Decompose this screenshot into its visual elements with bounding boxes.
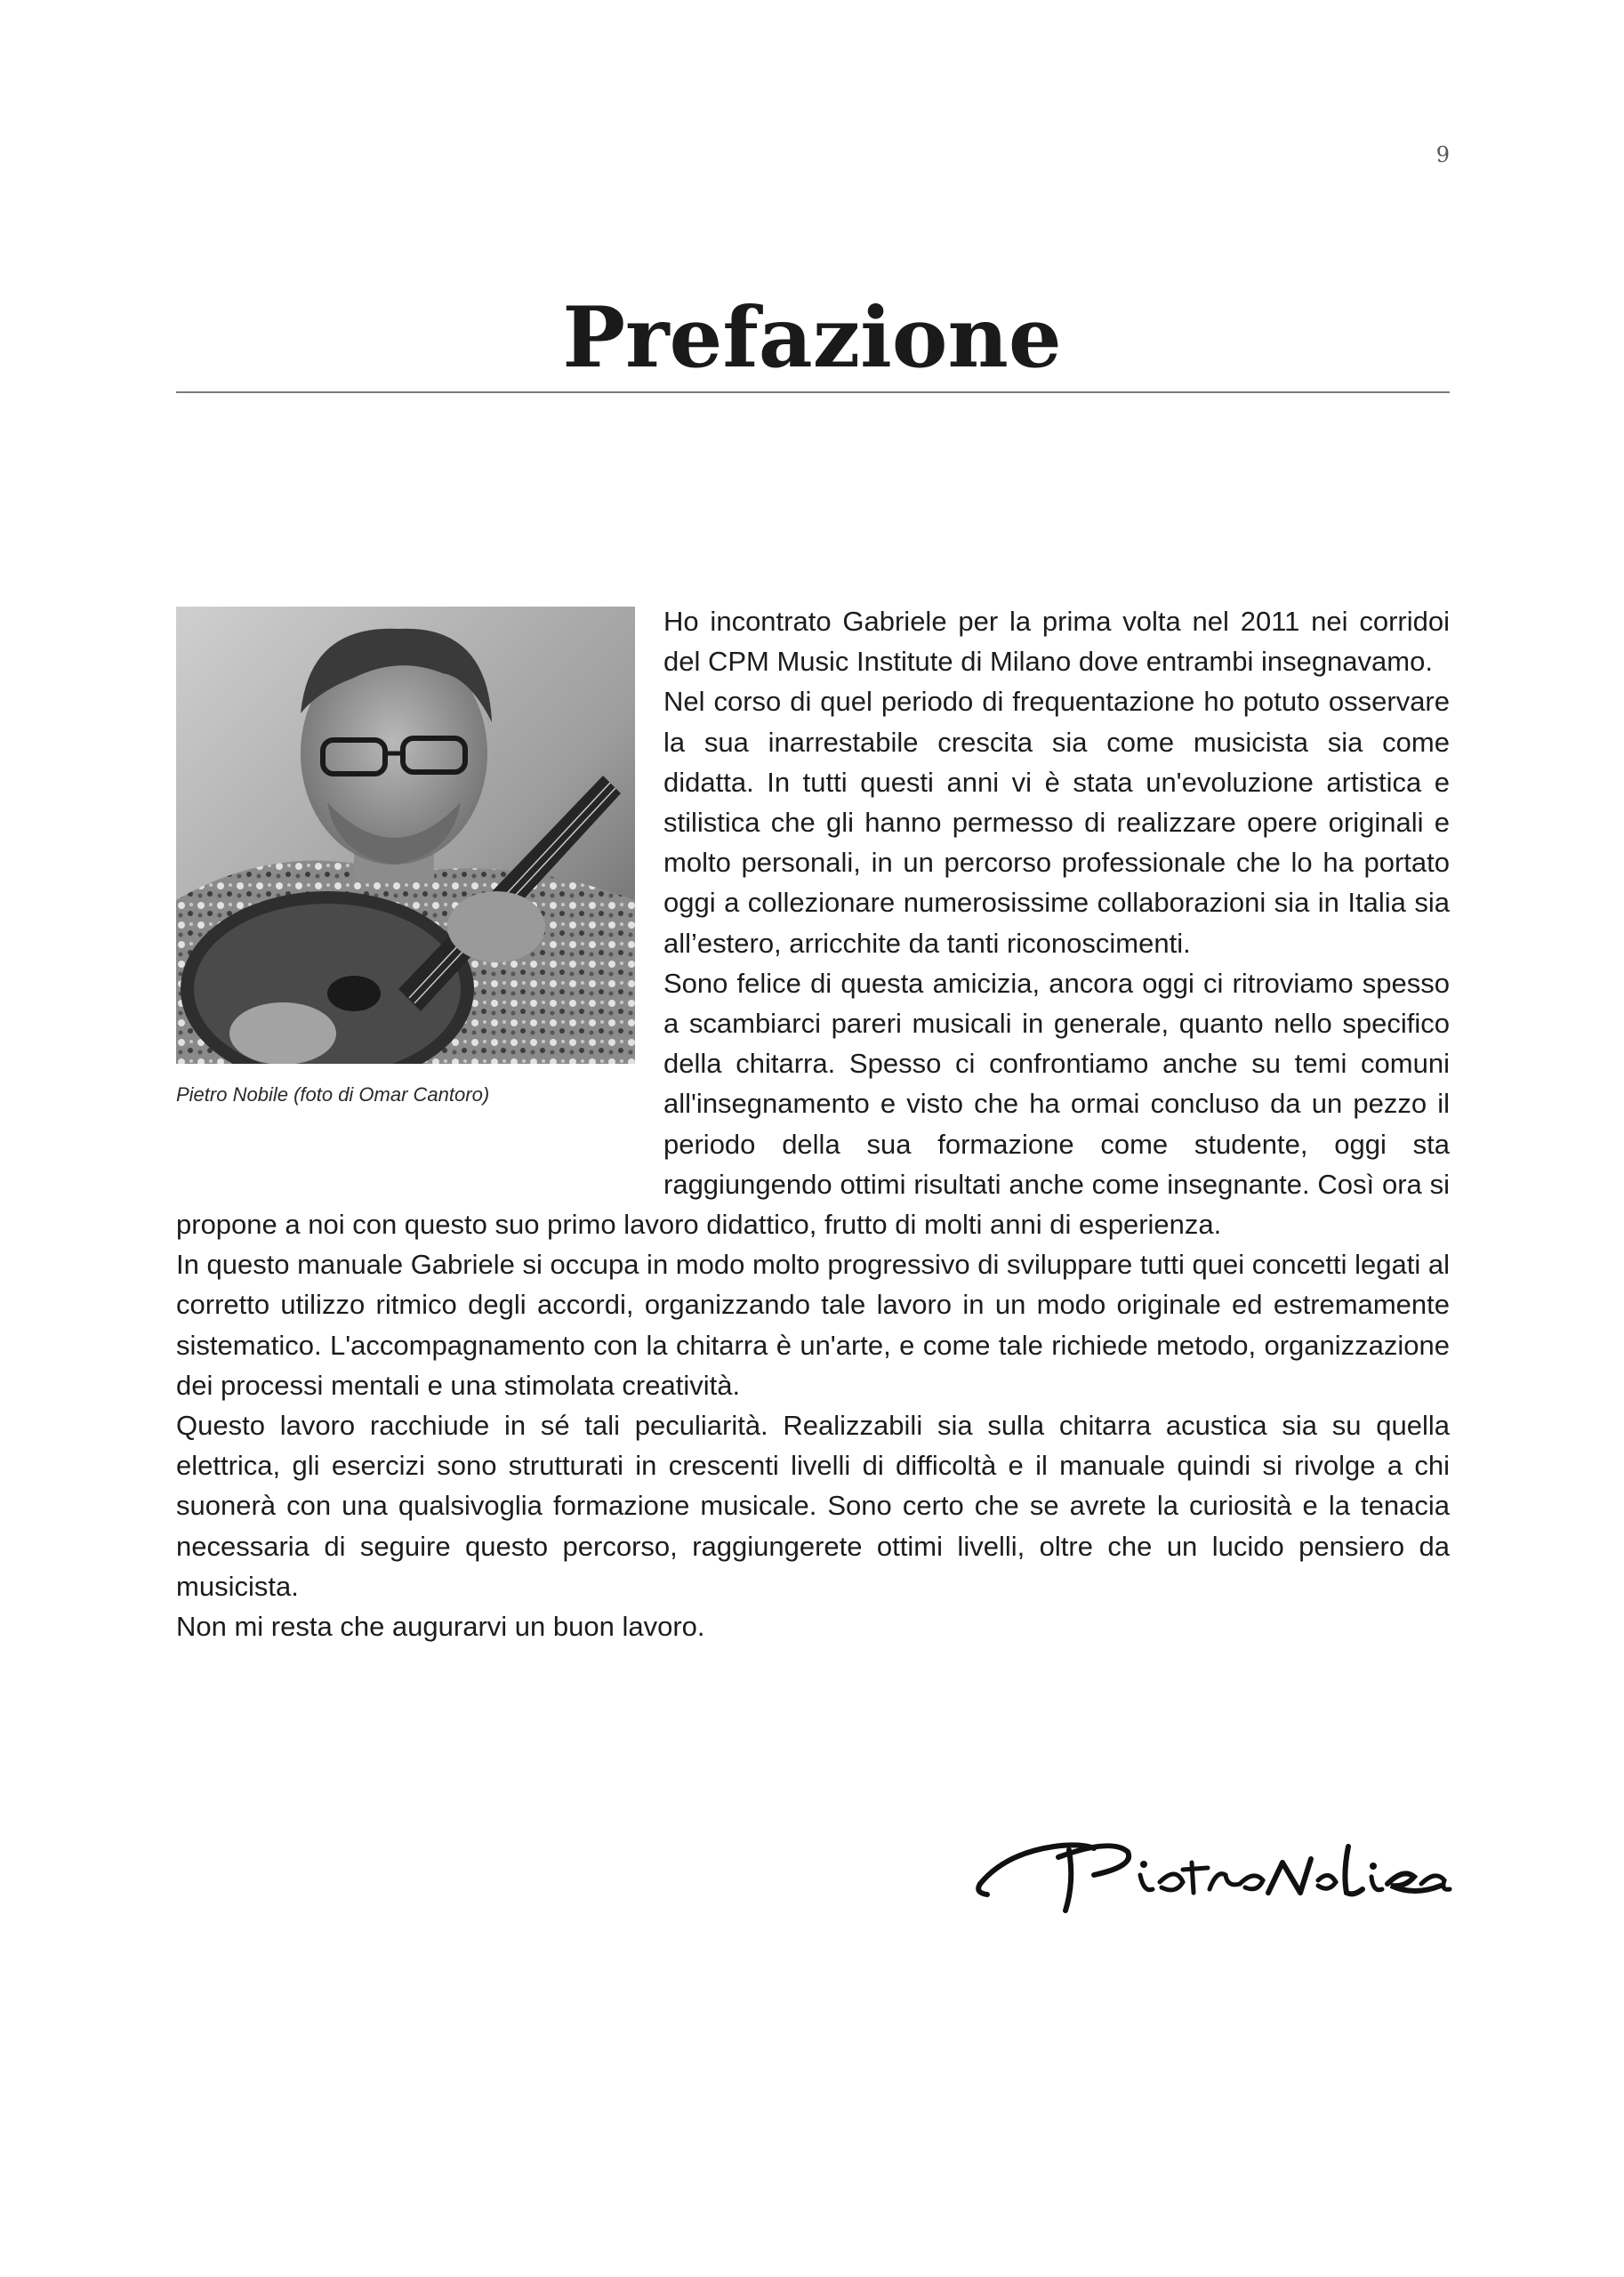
guitarist-photo-illustration — [176, 607, 635, 1064]
author-photo — [176, 607, 635, 1064]
photo-caption: Pietro Nobile (foto di Omar Cantoro) — [176, 1083, 490, 1106]
paragraph: Nel corso di quel periodo di frequentazione ho potuto osservare la sua inarrestabile crescita sia come musicista sia come didatta. In tutti questi anni vi è stata un'evoluzione artistica e stilistica che gli hanno permesso di realizzare opere originali e molto personali, in un percorso professionale che lo ha portato oggi a collezionare numerosissime collaborazioni sia in Italia sia all’estero, arricchite da tanti riconoscimenti. — [663, 686, 1450, 959]
page-number: 9 — [1435, 142, 1450, 167]
paragraph: In questo manuale Gabriele si occupa in modo molto progressivo di sviluppare tutti quei concetti legati al corretto utilizzo ritmico degli accordi, organizzando tale lavoro in un modo originale ed estremamente sistematico. L'accompagnamento con la chitarra è un'arte, e come tale richiede metodo, organizzazione dei processi mentali e una stimolata creatività. — [176, 1249, 1450, 1401]
title-divider — [176, 391, 1450, 393]
paragraph: Questo lavoro racchiude in sé tali peculiarità. Realizzabili sia sulla chitarra acustica sia su quella elettrica, gli esercizi sono strutturati in crescenti livelli di difficoltà e il manuale quindi si rivolge a chi suonerà con una qualsivoglia formazione musicale. Sono certo che se avrete la curiosità e la tenacia necessaria di seguire questo percorso, raggiungerete ottimi livelli, oltre che un lucido pensiero da musicista. — [176, 1410, 1450, 1602]
paragraph: Sono felice di questa amicizia, ancora oggi ci ritroviamo spesso a scambiarci pareri musicali in generale, quanto nello specifico della chitarra. Spesso ci confrontiamo anche su temi comuni all'insegnamento e visto che ha ormai concluso da un pezzo il periodo della sua formazione come studente, oggi sta raggiungendo ottimi risultati anche come insegnante. Così ora si propone a noi con questo suo primo lavoro didattico, frutto di molti anni di esperienza. — [176, 967, 1450, 1241]
paragraph: Non mi resta che augurarvi un buon lavoro. — [176, 1611, 705, 1643]
author-figure — [176, 607, 663, 1171]
preface-body — [176, 601, 1450, 1646]
page-title: Prefazione — [562, 289, 1062, 387]
paragraph: Ho incontrato Gabriele per la prima volta nel 2011 nei corridoi del CPM Music Institute di Milano dove entrambi insegnavamo. — [663, 606, 1450, 678]
handwritten-signature — [969, 1811, 1459, 1918]
